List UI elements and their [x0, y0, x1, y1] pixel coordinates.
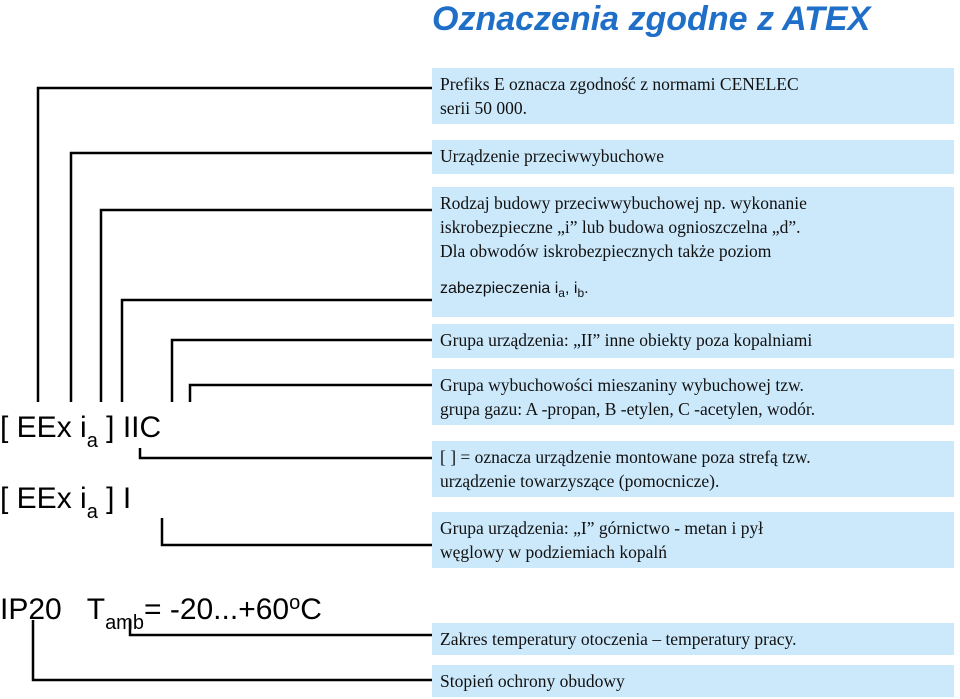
code-i-sub: a [86, 501, 98, 523]
line-device [71, 153, 432, 402]
protection-text: zabezpieczenia i [440, 280, 559, 297]
box-construction-line: Rodzaj budowy przeciwwybuchowej np. wykonanie [440, 193, 807, 213]
box-temp [432, 623, 954, 655]
box-protection-line [440, 277, 946, 305]
box-explosive-line: grupa gazu: A -propan, B -etylen, C -acetylen, wodór. [440, 399, 816, 419]
protection-a: a [558, 286, 565, 300]
box-ip-line: Stopień ochrony obudowy [440, 671, 625, 691]
box-explosive [432, 369, 954, 425]
code-row-ip-temp [0, 585, 322, 641]
box-device [432, 140, 954, 174]
code-ip: IP20 [0, 593, 62, 626]
code-unit: C [300, 593, 322, 626]
box-prefix-line: serii 50 000. [440, 98, 528, 118]
protection-sep: , i [564, 280, 578, 297]
box-group2-line: Grupa urządzenia: „II” inne obiekty poza kopalniami [440, 330, 813, 350]
box-temp-line: Zakres temperatury otoczenia – temperatury pracy. [440, 629, 797, 649]
box-brackets-line: [ ] = oznacza urządzenie montowane poza strefą tzw. [440, 447, 811, 467]
box-brackets-line: urządzenie towarzyszące (pomocnicze). [440, 471, 720, 491]
line-explosive [190, 385, 432, 402]
line-group2 [172, 340, 432, 402]
line-prefix [38, 88, 432, 402]
box-group2 [432, 324, 954, 358]
code-degree: o [289, 592, 301, 614]
code-row-i [0, 481, 131, 530]
code-i-open: [ EEx i [0, 482, 87, 515]
box-group1-line: węglowy w podziemiach kopalń [440, 542, 667, 562]
box-brackets [432, 441, 954, 497]
box-explosive-line: Grupa wybuchowości mieszaniny wybuchowej tzw. [440, 375, 804, 395]
code-iic-sub: a [86, 430, 98, 452]
box-ip [432, 665, 954, 697]
code-i-close: ] I [106, 482, 132, 515]
box-construction-line: iskrobezpieczne „i” lub budowa ognioszczelna „d”. [440, 217, 801, 237]
box-prefix-line: Prefiks E oznacza zgodność z normami CENELEC [440, 74, 799, 94]
page-title: Oznaczenia zgodne z ATEX [432, 0, 871, 38]
code-t-sub: amb [105, 612, 144, 634]
code-iic-close: ] IIC [106, 411, 162, 444]
box-group1 [432, 512, 954, 568]
box-construction-line: Dla obwodów iskrobezpiecznych także poziom [440, 241, 772, 261]
box-device-line: Urządzenie przeciwwybuchowe [440, 146, 664, 166]
line-protection [122, 300, 432, 402]
box-group1-line: Grupa urządzenia: „I” górnictwo - metan i pył [440, 518, 764, 538]
code-row-iic [0, 410, 161, 459]
line-brackets [140, 448, 432, 458]
code-range: = -20...+60 [143, 593, 290, 626]
code-t: T [86, 593, 106, 626]
protection-b: b [577, 286, 585, 300]
protection-end: . [584, 280, 589, 297]
box-prefix [432, 68, 954, 124]
line-construction [101, 210, 432, 402]
box-construction [432, 187, 954, 317]
line-group1 [162, 518, 432, 545]
code-iic-open: [ EEx i [0, 411, 87, 444]
